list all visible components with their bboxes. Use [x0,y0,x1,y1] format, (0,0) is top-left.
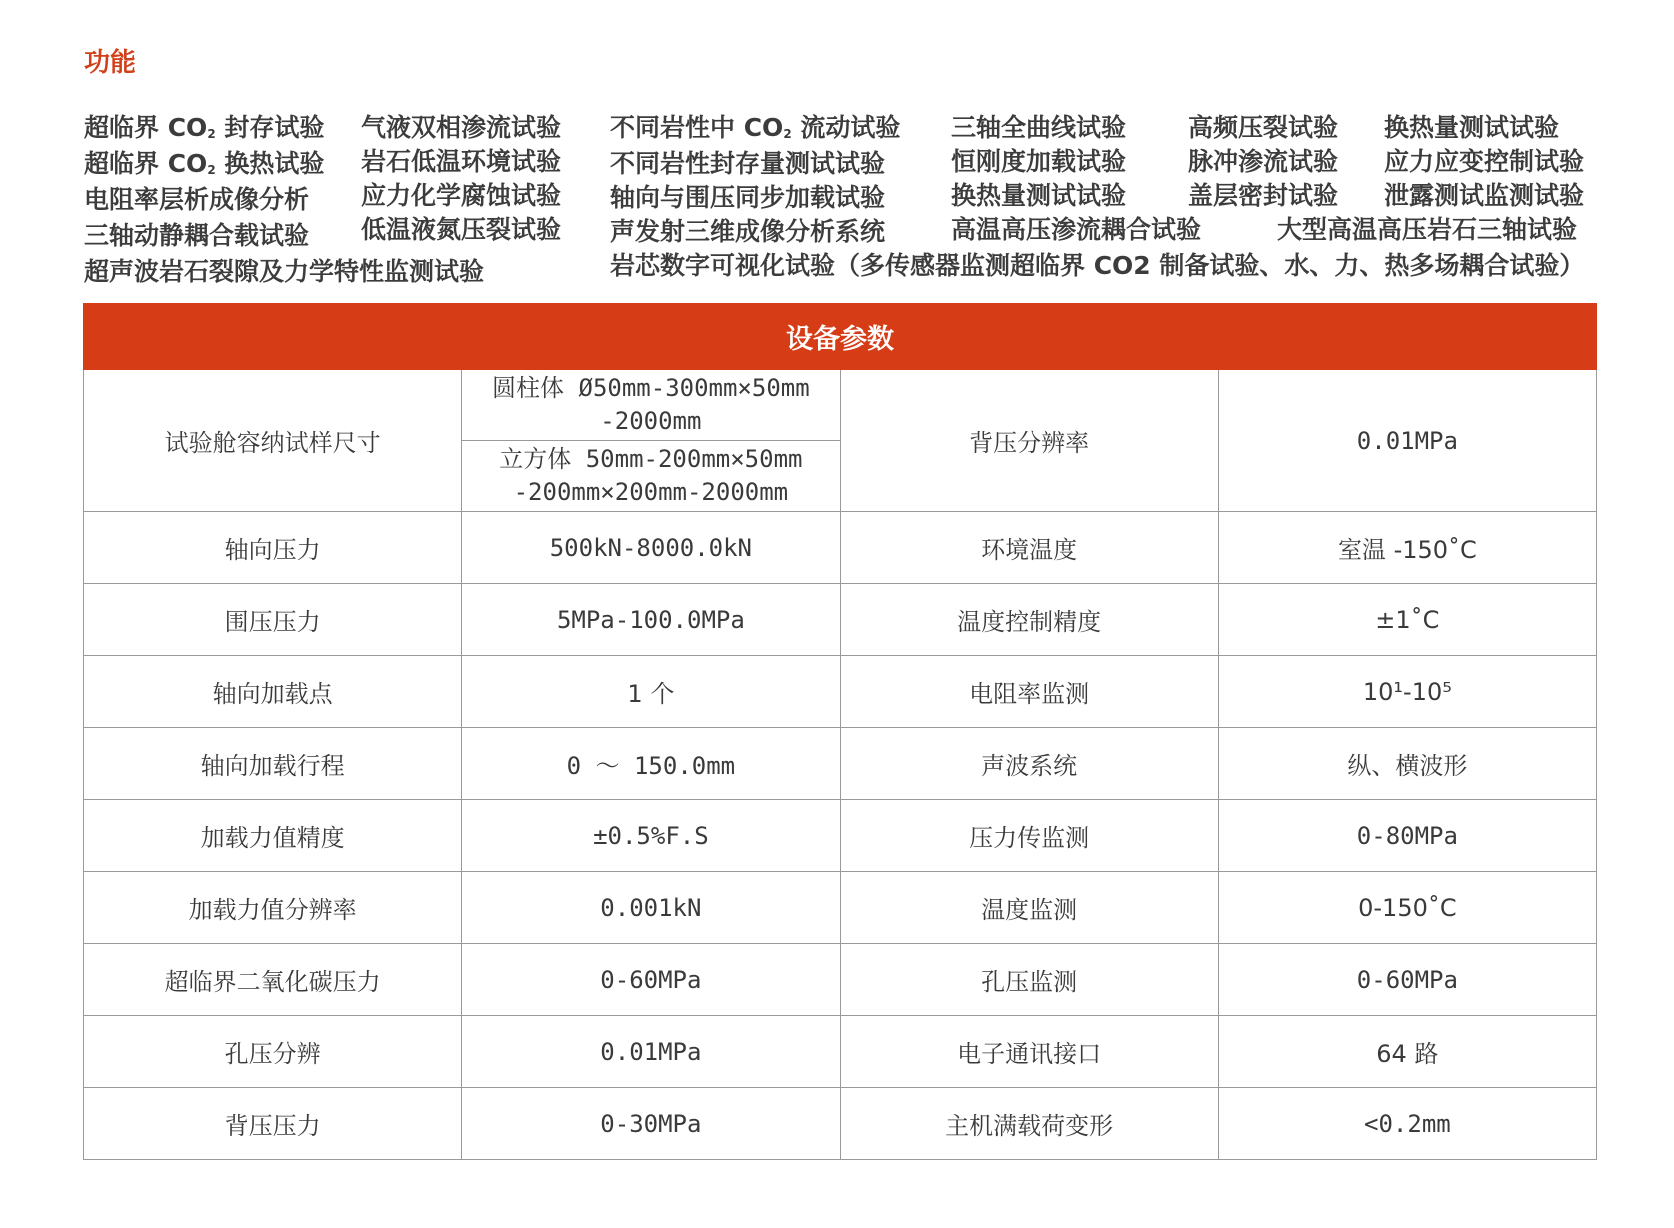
param-value: 圆柱体 Ø50mm-300mm×50mm -2000mm [462,370,840,441]
param-label: 轴向压力 [84,512,462,584]
param-value: 0.01MPa [1218,370,1596,512]
param-value: 室温 -150˚C [1218,512,1596,584]
equipment-parameters-table [83,303,1597,1160]
function-item: 低温液氮压裂试验 [361,215,562,244]
table-row [84,872,1597,944]
table-row [84,944,1597,1016]
param-value: 0.01MPa [462,1016,840,1088]
function-item: 超临界 $CO_2$ 换热试验 [84,149,325,178]
table-row [84,584,1597,656]
param-value: 0-60MPa [1218,944,1596,1016]
function-item: 应力化学腐蚀试验 [361,181,562,210]
param-label: 背压分辨率 [840,370,1218,512]
function-item: 声发射三维成像分析系统 [610,217,886,246]
table-row [84,728,1597,800]
function-item: 高频压裂试验 [1188,113,1339,142]
function-item: 三轴全曲线试验 [951,113,1127,142]
table-row [84,512,1597,584]
section-title: 功能 [84,48,137,78]
param-label: 环境温度 [840,512,1218,584]
param-value: 0.001kN [462,872,840,944]
function-item: 泄露测试监测试验 [1384,181,1585,210]
function-item: 换热量测试试验 [1384,113,1560,142]
function-item: 岩芯数字可视化试验（多传感器监测超临界 CO2 制备试验、水、力、热多场耦合试验） [610,251,1585,280]
param-value: 0-80MPa [1218,800,1596,872]
param-value: ±0.5%F.S [462,800,840,872]
table-row [84,656,1597,728]
function-item: 岩石低温环境试验 [361,147,562,176]
function-item: 轴向与围压同步加载试验 [610,183,886,212]
param-value: 0-150˚C [1218,872,1596,944]
function-item: 不同岩性封存量测试试验 [610,149,886,178]
table-row [84,800,1597,872]
table-row [84,1088,1597,1160]
param-value: 纵、横波形 [1218,728,1596,800]
param-label: 加载力值精度 [84,800,462,872]
param-label: 孔压监测 [840,944,1218,1016]
param-label: 主机满载荷变形 [840,1088,1218,1160]
function-item: 三轴动静耦合载试验 [84,221,310,250]
param-label: 背压压力 [84,1088,462,1160]
function-item: 应力应变控制试验 [1384,147,1585,176]
function-item: 高温高压渗流耦合试验 [951,215,1202,244]
param-value: 立方体 50mm-200mm×50mm -200mm×200mm-2000mm [462,441,840,512]
function-item: 换热量测试试验 [951,181,1127,210]
function-item: 电阻率层析成像分析 [84,185,310,214]
table-header: 设备参数 [84,304,1597,370]
function-list [84,112,1596,288]
table-row [84,370,1597,441]
param-label: 温度控制精度 [840,584,1218,656]
param-label: 围压压力 [84,584,462,656]
function-item: 脉冲渗流试验 [1188,147,1339,176]
function-item: 气液双相渗流试验 [361,113,562,142]
param-label: 加载力值分辨率 [84,872,462,944]
param-label: 试验舱容纳试样尺寸 [84,370,462,512]
param-value: 10¹-10⁵ [1218,656,1596,728]
param-value: 64 路 [1218,1016,1596,1088]
param-value: 0-30MPa [462,1088,840,1160]
param-label: 温度监测 [840,872,1218,944]
param-label: 电子通讯接口 [840,1016,1218,1088]
param-label: 电阻率监测 [840,656,1218,728]
param-value: 0 ～ 150.0mm [462,728,840,800]
param-value: <0.2mm [1218,1088,1596,1160]
table-row [84,1016,1597,1088]
param-value: ±1˚C [1218,584,1596,656]
param-label: 轴向加载行程 [84,728,462,800]
function-item: 超声波岩石裂隙及力学特性监测试验 [84,257,485,286]
param-label: 超临界二氧化碳压力 [84,944,462,1016]
function-item: 不同岩性中 $CO_2$ 流动试验 [610,113,901,142]
param-label: 声波系统 [840,728,1218,800]
function-item: 恒刚度加载试验 [951,147,1127,176]
function-item: 大型高温高压岩石三轴试验 [1277,215,1578,244]
function-item: 超临界 $CO_2$ 封存试验 [84,113,325,142]
param-label: 轴向加载点 [84,656,462,728]
param-label: 孔压分辨 [84,1016,462,1088]
function-item: 盖层密封试验 [1188,181,1339,210]
param-value: 500kN-8000.0kN [462,512,840,584]
param-value: 0-60MPa [462,944,840,1016]
param-value: 5MPa-100.0MPa [462,584,840,656]
param-label: 压力传监测 [840,800,1218,872]
param-value: 1 个 [462,656,840,728]
